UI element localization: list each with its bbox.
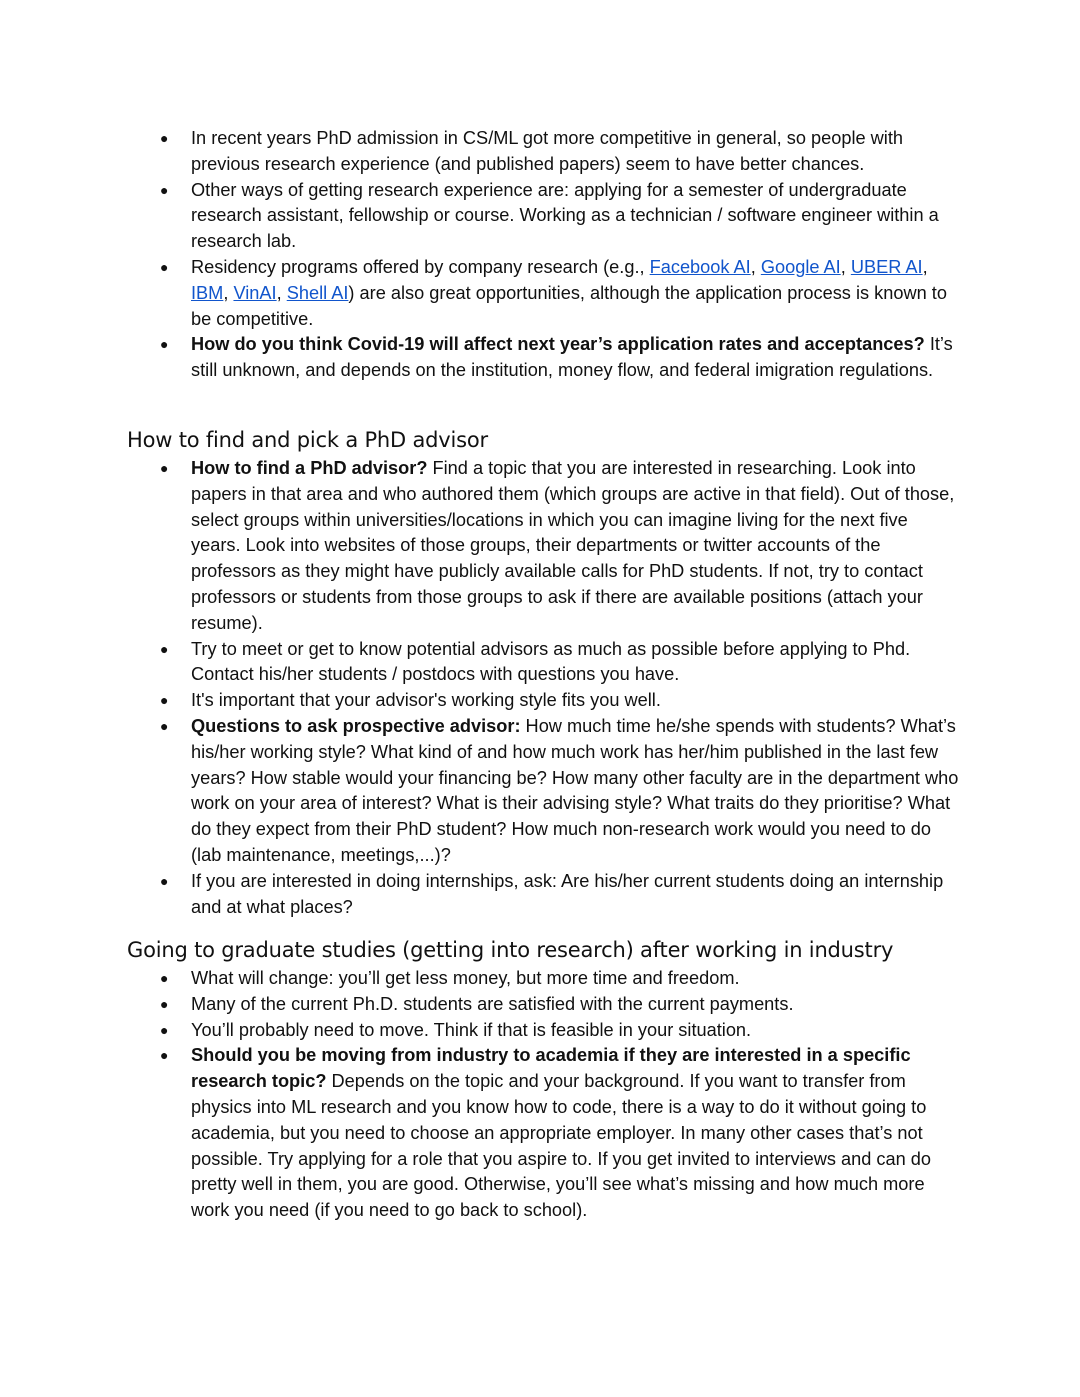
- item-text: Other ways of getting research experience are: applying for a semester of undergraduate research assistant, fellowship or course. Working as a technician / software engineer within a research lab.: [191, 179, 939, 252]
- list-item: [0, 637, 961, 689]
- list-item: [0, 869, 961, 921]
- item-text: How much time he/she spends with students? What’s his/her working style? What kind of and how much work has her/him published in the last few years? How stable would your financing be? How many other faculty are in the department who work on your area of interest? What is their advising style? What traits do they prioritise? What do they expect from their PhD student? How much non-research work would you need to do (lab maintenance, meetings,...)?: [191, 715, 959, 865]
- list-item: [0, 1043, 961, 1224]
- bullet-icon: ●: [160, 717, 169, 734]
- link-uber-ai[interactable]: UBER AI: [850, 256, 923, 277]
- list-item: [0, 255, 961, 332]
- item-question: Should you be moving from industry to academia if they are interested in a specific research topic?: [191, 1045, 911, 1092]
- separator: ,: [750, 256, 761, 277]
- item-text: It's important that your advisor's working style fits you well.: [191, 690, 661, 711]
- bullet-icon: ●: [160, 692, 169, 709]
- link-ibm[interactable]: IBM: [191, 282, 224, 303]
- advisor-list: [0, 456, 1080, 920]
- separator: ,: [223, 282, 234, 303]
- bullet-icon: ●: [160, 1021, 169, 1038]
- list-item: [0, 966, 961, 992]
- separator: ,: [922, 256, 928, 277]
- bullet-icon: ●: [160, 970, 169, 986]
- section-heading-advisor: How to find and pick a PhD advisor: [127, 428, 488, 452]
- link-shell-ai[interactable]: Shell AI: [286, 282, 349, 303]
- item-text: Depends on the topic and your background. If you want to transfer from physics into ML research and you know how to code, there is a way to do it without going to academia, but you need to choose an appropriate employer. In many other cases that’s not possible. Try applying for a role that you aspire to. If you get invited to interviews and can do pretty well in them, you are good. Otherwise, you’ll see what’s missing and how much more work you need (if you need to go back to school).: [191, 1071, 932, 1221]
- list-item: [0, 332, 961, 384]
- item-text: It’s still unknown, and depends on the institution, money flow, and federal imigration regulations.: [191, 334, 953, 381]
- bullet-icon: ●: [160, 336, 169, 353]
- item-text: What will change: you’ll get less money, but more time and freedom.: [191, 968, 740, 988]
- list-item: [0, 714, 961, 869]
- bullet-icon: ●: [160, 1047, 169, 1064]
- item-text: Find a topic that you are interested in researching. Look into papers in that area and who authored them (which groups are active in that field). Out of those, select groups within universities/locations in which you can imagine living for the next five years. Look into websites of those groups, their departments or twitter accounts of the professors as they might have publicly available calls for PhD students. If not, try to contact professors or students from those groups to ask if there are available positions (attach your resume).: [191, 458, 955, 633]
- list-item: [0, 1018, 961, 1044]
- item-text: In recent years PhD admission in CS/ML got more competitive in general, so people with previous research experience (and published papers) seem to have better chances.: [191, 128, 904, 174]
- link-vinai[interactable]: VinAI: [233, 282, 277, 303]
- item-text-suffix: ) are also great opportunities, although the application process is known to be competitive.: [191, 282, 947, 329]
- item-text-prefix: Residency programs offered by company research (e.g.,: [191, 256, 650, 277]
- item-question: How to find a PhD advisor?: [191, 458, 428, 478]
- list-item: [0, 992, 961, 1018]
- link-facebook-ai[interactable]: Facebook AI: [649, 256, 751, 277]
- list-item: [0, 126, 961, 178]
- industry-list: [0, 966, 1080, 1224]
- bullet-icon: ●: [160, 872, 169, 889]
- section-heading-industry: Going to graduate studies (getting into research) after working in industry: [127, 938, 894, 962]
- bullet-icon: ●: [160, 995, 169, 1012]
- bullet-icon: ●: [160, 460, 169, 476]
- item-text: Try to meet or get to know potential advisors as much as possible before applying to Phd. Contact his/her students / postdocs with questions you have.: [191, 638, 911, 685]
- item-text: Many of the current Ph.D. students are satisfied with the current payments.: [191, 993, 794, 1014]
- bullet-icon: ●: [160, 130, 169, 146]
- separator: ,: [276, 282, 287, 303]
- bullet-icon: ●: [160, 258, 169, 275]
- item-text: If you are interested in doing internships, ask: Are his/her current students doing an internship and at what places?: [191, 870, 944, 917]
- list-item: [0, 178, 961, 255]
- item-question: How do you think Covid-19 will affect next year’s application rates and acceptances?: [191, 334, 925, 355]
- bullet-icon: ●: [160, 181, 169, 198]
- list-item: [0, 688, 961, 714]
- item-question: Questions to ask prospective advisor:: [191, 715, 521, 736]
- link-google-ai[interactable]: Google AI: [760, 256, 841, 277]
- bullet-icon: ●: [160, 640, 169, 657]
- intro-list: [0, 126, 1080, 384]
- list-item: [0, 456, 961, 637]
- item-text: You’ll probably need to move. Think if that is feasible in your situation.: [191, 1019, 752, 1040]
- separator: ,: [840, 256, 851, 277]
